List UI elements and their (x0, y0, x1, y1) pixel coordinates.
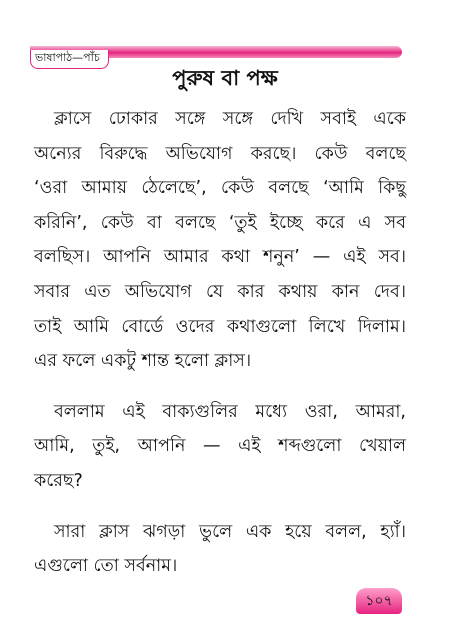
paragraph-2 (34, 395, 406, 499)
text-line: সবার এত অভিযোগ যে কার কথায় কান দেব। (34, 281, 406, 302)
paragraph-1 (34, 102, 406, 379)
body-text (34, 102, 406, 584)
text-line: ‘ওরা আমায় ঠেলেছে’, কেউ বলছে ‘আমি কিছু (34, 178, 406, 199)
text-line: এগুলো তো সর্বনাম। (34, 556, 178, 577)
text-line: করিনি’, কেউ বা বলছে ‘তুই ইচ্ছে করে এ সব (34, 212, 406, 233)
text-line: সারা ক্লাস ঝগড়া ভুলে এক হয়ে বলল, হ্যাঁ। (54, 521, 406, 542)
text-line: এর ফলে একটু শান্ত হলো ক্লাস। (34, 351, 252, 372)
paragraph-spacer (34, 499, 406, 515)
text-line: বললাম এই বাক্যগুলির মধ্যে ওরা, আমরা, (54, 401, 406, 422)
text-line: তাই আমি বোর্ডে ওদের কথাগুলো লিখে দিলাম। (34, 316, 406, 337)
text-line: অন্যের বিরুদ্ধে অভিযোগ করছে। কেউ বলছে (34, 143, 406, 164)
text-line: ক্লাসে ঢোকার সঙ্গে সঙ্গে দেখি সবাই একে (54, 109, 406, 129)
section-label: ভাষাপাঠ—পাঁচ (30, 50, 109, 69)
page-number-badge: ১০৭ (356, 588, 402, 614)
text-line: বলছিস। আপনি আমার কথা শনুন’ — এই সব। (34, 247, 406, 268)
paragraph-spacer (34, 379, 406, 395)
paragraph-3 (34, 515, 406, 584)
text-line: করেছ? (34, 470, 83, 491)
text-line: আমি, তুই, আপনি — এই শব্দগুলো খেয়াল (34, 436, 406, 457)
page-title: পুরুষ বা পক্ষ (172, 66, 278, 90)
